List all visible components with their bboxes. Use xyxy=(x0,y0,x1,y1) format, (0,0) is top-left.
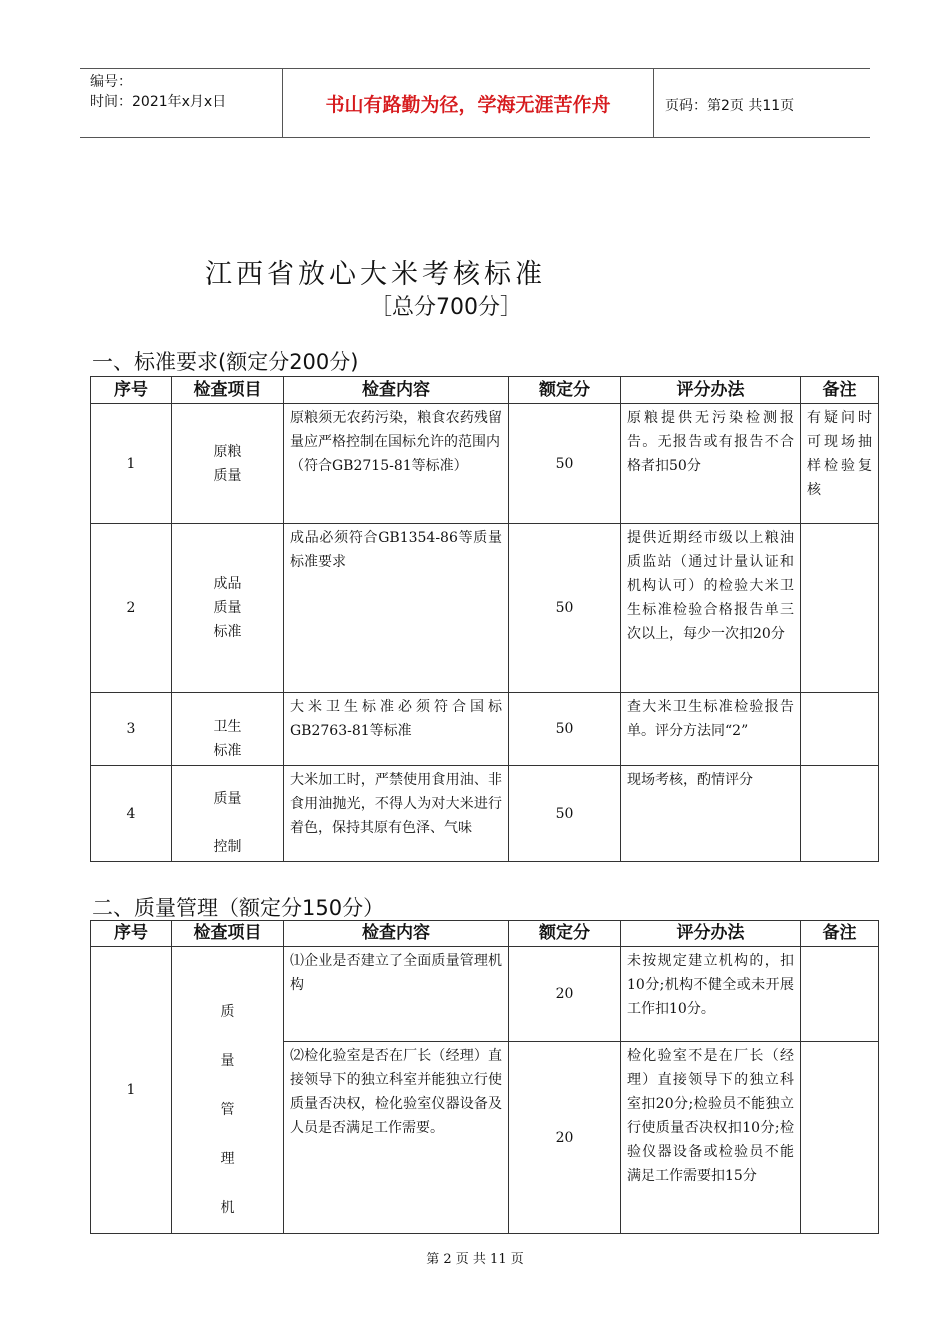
check-content: 原粮须无农药污染，粮食农药残留量应严格控制在国标允许的范围内 （符合GB2715-81等标准） xyxy=(284,404,509,524)
section2-heading: 二、质量管理（额定分150分） xyxy=(92,896,385,920)
rated-score: 20 xyxy=(509,947,621,1042)
scoring-method: 原粮提供无污染检测报告。无报告或有报告不合格者扣50分 xyxy=(621,404,801,524)
number-label: 编号： xyxy=(90,74,132,90)
row-number: 2 xyxy=(91,524,172,693)
table-row xyxy=(91,404,879,524)
row-number: 3 xyxy=(91,693,172,766)
header-motto: 书山有路勤为径，学海无涯苦作舟 xyxy=(283,69,654,137)
table-header-row xyxy=(91,377,879,404)
scoring-method: 未按规定建立机构的，扣10分;机构不健全或未开展工作扣10分。 xyxy=(621,947,801,1042)
col-header: 备注 xyxy=(801,377,879,404)
page-footer: 第 2 页 共 11 页 xyxy=(426,1252,524,1267)
col-header: 检查项目 xyxy=(172,921,284,947)
document-subtitle: ［总分700分］ xyxy=(370,295,522,320)
section1-heading: 一、标准要求(额定分200分) xyxy=(92,350,359,374)
col-header: 序号 xyxy=(91,921,172,947)
col-header: 检查内容 xyxy=(284,921,509,947)
rated-score: 50 xyxy=(509,693,621,766)
table-row xyxy=(91,524,879,693)
col-header: 评分办法 xyxy=(621,377,801,404)
remark xyxy=(801,524,879,693)
document-title: 江西省放心大米考核标准 xyxy=(205,259,546,290)
col-header: 评分办法 xyxy=(621,921,801,947)
header-page-info: 页码：第2页 共11页 xyxy=(665,98,795,114)
check-item: 质量 控制 xyxy=(172,766,284,862)
remark xyxy=(801,766,879,862)
table-row xyxy=(91,693,879,766)
check-content: 成品必须符合GB1354-86等质量标准要求 xyxy=(284,524,509,693)
col-header: 额定分 xyxy=(509,921,621,947)
scoring-method: 检化验室不是在厂长（经理）直接领导下的独立科室扣20分;检验员不能独立行使质量否决权扣10分;检验仪器设备或检验员不能满足工作需要扣15分 xyxy=(621,1042,801,1234)
table-header-row xyxy=(91,921,879,947)
col-header: 备注 xyxy=(801,921,879,947)
check-content: 大米加工时，严禁使用食用油、非食用油抛光，不得人为对大米进行着色，保持其原有色泽、气味 xyxy=(284,766,509,862)
check-item: 质 量 管 理 机 xyxy=(172,947,284,1234)
scoring-method: 现场考核，酌情评分 xyxy=(621,766,801,862)
remark: 有疑问时可现场抽样检验复核 xyxy=(801,404,879,524)
scoring-method: 查大米卫生标准检验报告单。评分方法同“2” xyxy=(621,693,801,766)
row-number: 1 xyxy=(91,947,172,1234)
col-header: 序号 xyxy=(91,377,172,404)
check-content: 大米卫生标准必须符合国标GB2763-81等标准 xyxy=(284,693,509,766)
col-header: 检查内容 xyxy=(284,377,509,404)
remark xyxy=(801,693,879,766)
rated-score: 50 xyxy=(509,404,621,524)
check-content: ⑵检化验室是否在厂长（经理）直接领导下的独立科室并能独立行使质量否决权，检化验室仪器设备及人员是否满足工作需要。 xyxy=(284,1042,509,1234)
check-item: 成品 质量 标准 xyxy=(172,524,284,693)
page-header xyxy=(80,68,870,138)
table-row xyxy=(91,947,879,1042)
row-number: 1 xyxy=(91,404,172,524)
rated-score: 20 xyxy=(509,1042,621,1234)
row-number: 4 xyxy=(91,766,172,862)
remark xyxy=(801,947,879,1042)
scoring-method: 提供近期经市级以上粮油质监站（通过计量认证和机构认可）的检验大米卫生标准检验合格报告单三次以上，每少一次扣20分 xyxy=(621,524,801,693)
col-header: 额定分 xyxy=(509,377,621,404)
section1-table xyxy=(90,376,879,862)
date-label: 时间：2021年x月x日 xyxy=(90,94,227,110)
section2-table xyxy=(90,920,879,1234)
check-item: 原粮 质量 xyxy=(172,404,284,524)
rated-score: 50 xyxy=(509,524,621,693)
col-header: 检查项目 xyxy=(172,377,284,404)
check-item: 卫生 标准 xyxy=(172,693,284,766)
remark xyxy=(801,1042,879,1234)
check-content: ⑴企业是否建立了全面质量管理机构 xyxy=(284,947,509,1042)
rated-score: 50 xyxy=(509,766,621,862)
header-meta xyxy=(80,69,283,137)
table-row xyxy=(91,766,879,862)
